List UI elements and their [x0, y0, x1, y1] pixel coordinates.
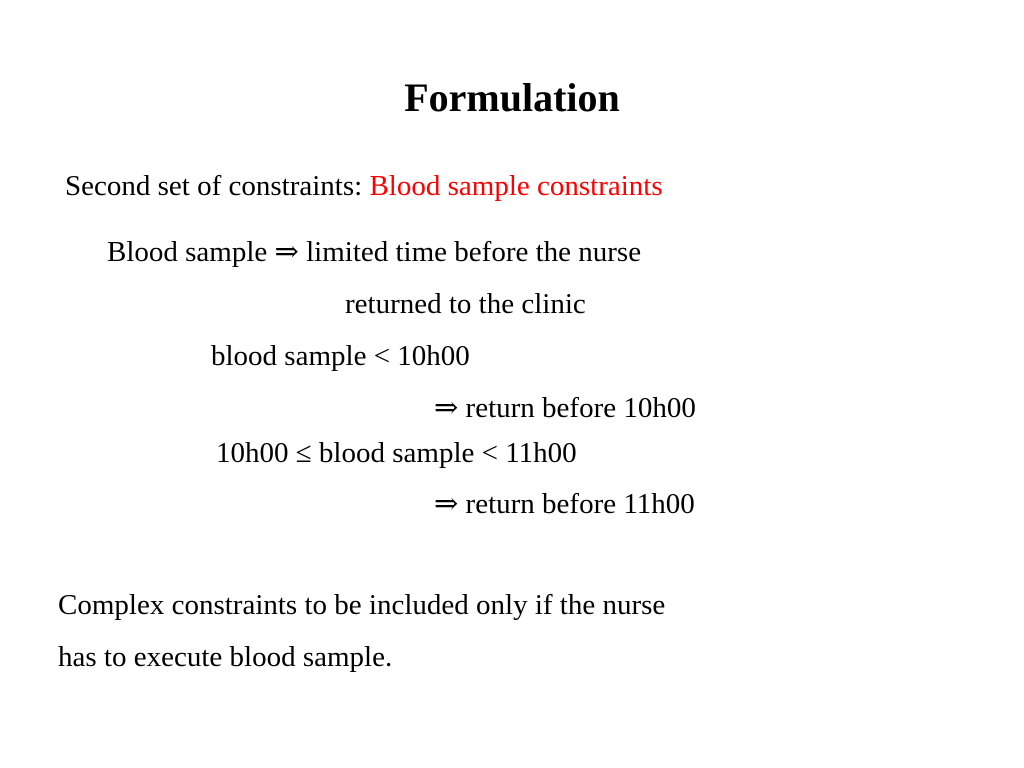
note-line-1: Complex constraints to be included only if the nurse	[58, 589, 666, 621]
constraint-line-1: Blood sample ⇒ limited time before the nurse	[107, 236, 642, 268]
constraint-line-6: ⇒ return before 11h00	[434, 488, 695, 520]
slide-title: Formulation	[404, 75, 620, 120]
constraint-line-3: blood sample < 10h00	[211, 340, 470, 372]
subtitle-highlight: Blood sample constraints	[369, 170, 663, 202]
constraint-line-2: returned to the clinic	[345, 288, 586, 320]
constraint-line-4: ⇒ return before 10h00	[434, 392, 696, 424]
subtitle	[65, 172, 663, 201]
note-line-2: has to execute blood sample.	[58, 641, 393, 673]
constraint-line-5: 10h00 ≤ blood sample < 11h00	[216, 437, 577, 469]
subtitle-prefix: Second set of constraints:	[65, 170, 370, 202]
